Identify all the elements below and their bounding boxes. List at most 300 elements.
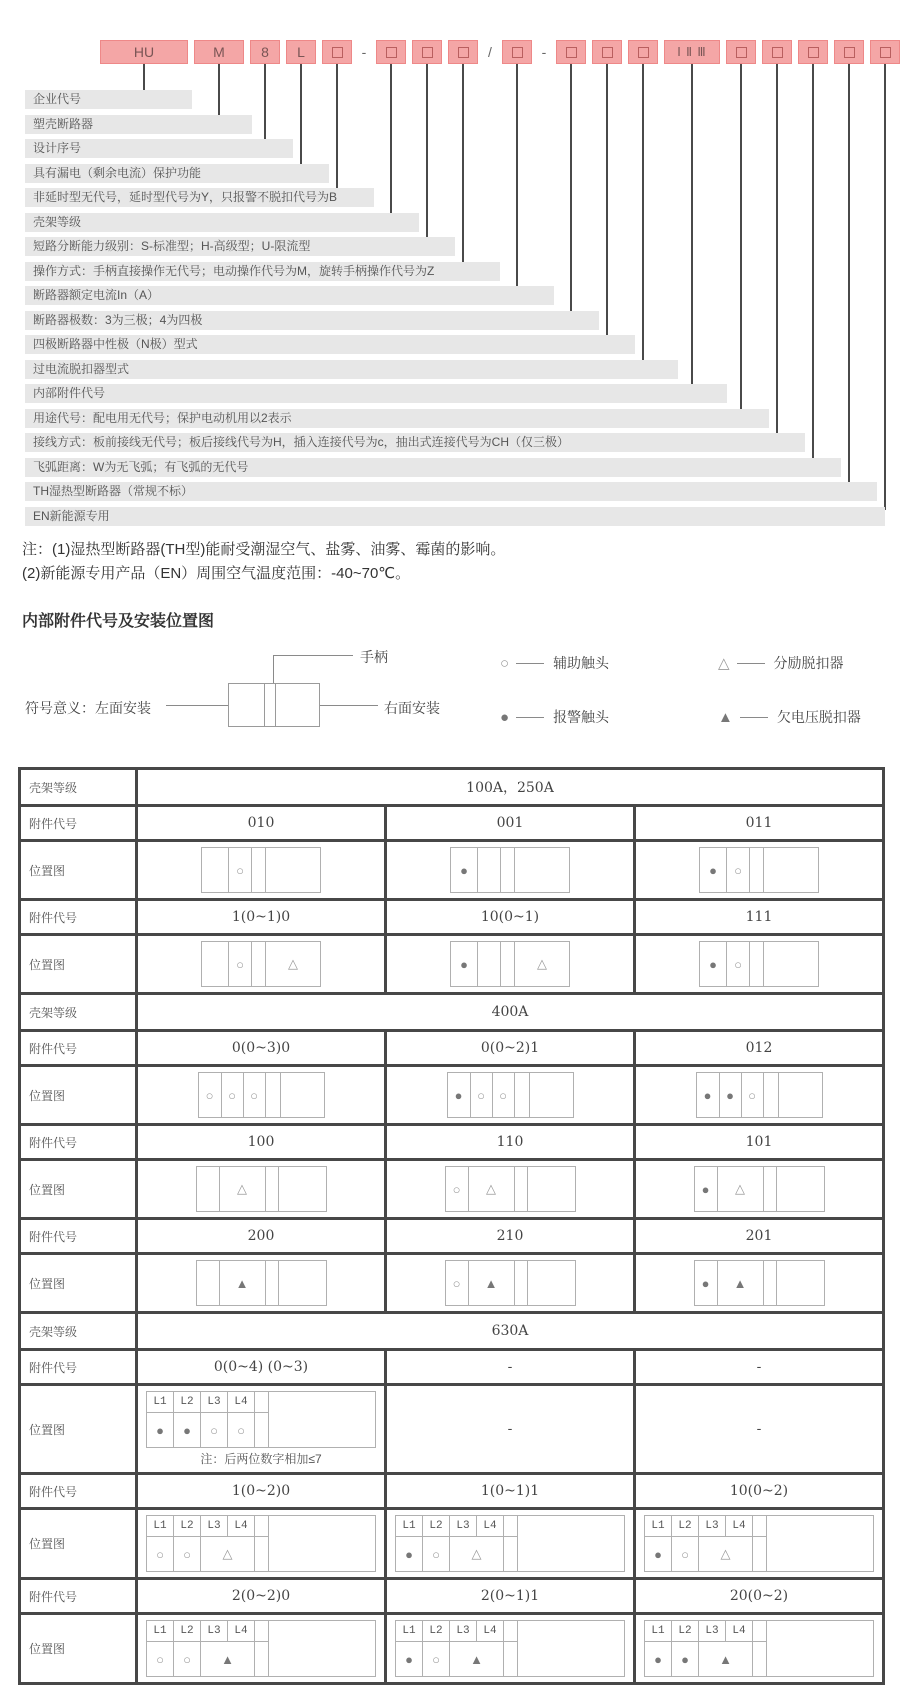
position-diagram-grid-wrap <box>636 1620 882 1677</box>
diagram-slot <box>779 1073 822 1117</box>
grid-header-cell: L3 <box>450 1621 477 1642</box>
section-title: 内部附件代号及安装位置图 <box>22 613 215 630</box>
position-diagram <box>196 1260 327 1306</box>
code-description-bar: 接线方式：板前接线无代号；板后接线代号为H，插入连接代号为c，抽出式连接代号为CH（仅三极） <box>25 433 805 452</box>
position-diagram-cell <box>386 1614 635 1684</box>
grid-symbol-cell <box>201 1537 255 1571</box>
grid-header-row <box>147 1516 269 1537</box>
code-connector-line <box>740 64 742 412</box>
diagram-slot <box>220 1261 266 1305</box>
diagram-slot <box>742 1073 764 1117</box>
handle-connector-vertical <box>273 655 274 683</box>
code-connector-line <box>143 64 145 93</box>
diagram-slot <box>750 942 764 986</box>
position-diagram <box>450 941 570 987</box>
position-diagram-grid-wrap <box>387 1515 633 1572</box>
diagram-row <box>20 841 884 900</box>
grid-header-cell <box>504 1516 518 1537</box>
code-description-bar: 断路器额定电流In（A） <box>25 286 554 305</box>
grid-symbol-cell <box>423 1537 450 1571</box>
position-diagram-grid-wrap <box>138 1391 384 1467</box>
code-box <box>502 40 532 64</box>
frame-row <box>20 769 884 806</box>
grid-symbol-cell <box>504 1537 518 1571</box>
accessory-code-cell: 110 <box>386 1125 635 1160</box>
code-box <box>870 40 900 64</box>
code-label-cell: 附件代号 <box>20 1579 137 1614</box>
grid-header-cell: L1 <box>645 1516 672 1537</box>
grid-open-area <box>269 1621 375 1676</box>
legend-item-label: 辅助触头 <box>553 655 610 671</box>
code-placeholder-square-icon <box>332 47 343 58</box>
code-connector-line <box>516 64 518 289</box>
code-description-bar: 内部附件代号 <box>25 384 727 403</box>
diagram-slot <box>469 1167 515 1211</box>
code-placeholder-square-icon <box>512 47 523 58</box>
code-separator: - <box>541 44 547 60</box>
grid-symbol-cell <box>174 1413 201 1447</box>
code-connector-line <box>264 64 266 142</box>
code-label-cell: 附件代号 <box>20 806 137 841</box>
accessory-code-cell: - <box>635 1350 884 1385</box>
grid-symbol-cell <box>396 1642 423 1676</box>
position-diagram-cell <box>137 935 386 994</box>
grid-symbol-row <box>396 1537 518 1571</box>
accessory-symbol-s-fill: ● <box>183 1422 191 1438</box>
code-label-cell: 附件代号 <box>20 1031 137 1066</box>
grid-header-cell: L4 <box>726 1516 753 1537</box>
diagram-slot <box>750 848 764 892</box>
grid-header-cell: L1 <box>645 1621 672 1642</box>
diagram-slot <box>720 1073 742 1117</box>
grid-symbol-row <box>645 1537 767 1571</box>
notes-block <box>22 538 900 586</box>
diagram-row <box>20 1254 884 1313</box>
grid-symbol-cell <box>228 1413 255 1447</box>
accessory-symbol-s-fill: ● <box>460 862 468 878</box>
accessory-symbol-s-open: ○ <box>205 1087 214 1103</box>
grid-header-cell <box>504 1621 518 1642</box>
code-connector-line <box>606 64 608 338</box>
code-row <box>20 806 884 841</box>
grid-header-cell: L2 <box>672 1516 699 1537</box>
diagram-slot <box>515 1261 528 1305</box>
diagram-slot <box>471 1073 493 1117</box>
grid-header-cell: L3 <box>201 1516 228 1537</box>
diagram-slot <box>764 1167 777 1211</box>
grid-header-row <box>396 1621 518 1642</box>
code-box <box>762 40 792 64</box>
install-legend <box>0 645 900 751</box>
accessory-symbol-s-fill: ● <box>726 1087 734 1103</box>
code-placeholder-square-icon <box>844 47 855 58</box>
code-connector-line <box>848 64 850 485</box>
code-description-bar: 四极断路器中性极（N极）型式 <box>25 335 635 354</box>
position-diagram <box>201 941 321 987</box>
diagram-slot <box>266 1073 281 1117</box>
position-diagram-grid <box>146 1620 376 1677</box>
code-box <box>322 40 352 64</box>
diagram-slot <box>727 942 750 986</box>
diagram-slot <box>764 1261 777 1305</box>
legend-dash-line <box>737 663 765 664</box>
accessory-symbol-s-open: ○ <box>432 1546 440 1562</box>
accessory-symbol-s-fill: ● <box>681 1651 689 1667</box>
diagram-row <box>20 1509 884 1579</box>
grid-open-area <box>269 1516 375 1571</box>
legend-symbol-s-fill: ▲ <box>718 708 733 726</box>
accessory-symbol-s-open: ○ <box>236 862 244 878</box>
grid-symbol-row <box>147 1537 269 1571</box>
position-diagram-grid <box>395 1515 625 1572</box>
grid-open-area <box>269 1392 375 1447</box>
accessory-symbol-s-open: ○ <box>452 1275 461 1291</box>
accessory-code-cell: 201 <box>635 1219 884 1254</box>
position-diagram <box>696 1072 823 1118</box>
accessory-symbol-s-open: △ <box>735 1181 745 1196</box>
accessory-code-cell: 101 <box>635 1125 884 1160</box>
position-diagram-grid-wrap <box>636 1515 882 1572</box>
position-diagram-cell <box>635 1614 884 1684</box>
code-label-cell: 附件代号 <box>20 1474 137 1509</box>
code-box <box>834 40 864 64</box>
grid-header-cell: L2 <box>174 1516 201 1537</box>
diagram-slot <box>279 1167 326 1211</box>
accessory-symbol-s-open: △ <box>237 1181 247 1196</box>
diagram-label-cell: 位置图 <box>20 1160 137 1219</box>
diagram-slot <box>478 848 501 892</box>
breaker-sketch <box>228 683 320 727</box>
grid-symbol-cell <box>147 1413 174 1447</box>
code-placeholder-square-icon <box>422 47 433 58</box>
code-row <box>20 1474 884 1509</box>
diagram-row <box>20 1066 884 1125</box>
code-placeholder-square-icon <box>772 47 783 58</box>
accessory-symbol-s-open: ○ <box>250 1087 258 1103</box>
legend-symbol-s-open: ○ <box>500 654 510 672</box>
code-description-bar: 设计序号 <box>25 139 293 158</box>
diagram-label-cell: 位置图 <box>20 1509 137 1579</box>
accessory-code-cell: 10(0~2) <box>635 1474 884 1509</box>
grid-left <box>147 1392 269 1447</box>
code-description-bar: 具有漏电（剩余电流）保护功能 <box>25 164 329 183</box>
grid-header-cell: L4 <box>228 1392 255 1413</box>
diagram-slot <box>764 1073 779 1117</box>
diagram-row <box>20 1160 884 1219</box>
legend-dash-line <box>516 663 544 664</box>
position-diagram <box>445 1166 576 1212</box>
code-description-bar: 短路分断能力级别：S-标准型；H-高级型；U-限流型 <box>25 237 455 256</box>
accessory-symbol-s-open: ○ <box>477 1087 485 1103</box>
accessory-code-cell: 2(0~1)1 <box>386 1579 635 1614</box>
position-diagram-cell <box>137 1160 386 1219</box>
position-diagram <box>445 1260 576 1306</box>
grid-symbol-cell <box>450 1537 504 1571</box>
accessory-symbol-s-fill: ● <box>460 956 468 972</box>
diagram-slot <box>718 1167 764 1211</box>
accessory-symbol-s-fill: ● <box>701 1181 710 1197</box>
position-diagram-cell <box>635 935 884 994</box>
position-diagram-cell <box>137 1509 386 1579</box>
code-description-bar: 过电流脱扣器型式 <box>25 360 678 379</box>
grid-open-area <box>767 1516 873 1571</box>
frame-value-cell: 400A <box>137 994 884 1031</box>
grid-header-cell: L4 <box>726 1621 753 1642</box>
accessory-symbol-s-open: ○ <box>681 1546 689 1562</box>
accessory-code-cell: 210 <box>386 1219 635 1254</box>
accessory-symbol-s-fill: ● <box>709 956 717 972</box>
accessory-symbol-s-fill: ● <box>156 1422 164 1438</box>
diagram-slot <box>515 1073 530 1117</box>
diagram-slot <box>501 942 515 986</box>
accessory-symbol-s-fill: ▲ <box>719 1651 732 1667</box>
frame-row <box>20 994 884 1031</box>
code-row <box>20 1031 884 1066</box>
grid-symbol-cell <box>672 1537 699 1571</box>
code-box: HU <box>100 40 188 64</box>
diagram-slot <box>764 942 818 986</box>
grid-header-cell: L4 <box>228 1516 255 1537</box>
grid-header-cell: L2 <box>423 1621 450 1642</box>
position-diagram-cell <box>386 1254 635 1313</box>
meaning-left-label: 符号意义：左面安装 <box>25 700 151 716</box>
code-box <box>592 40 622 64</box>
grid-header-row <box>645 1621 767 1642</box>
accessory-code-cell: 1(0~2)0 <box>137 1474 386 1509</box>
code-connector-line <box>884 64 886 510</box>
code-description-bar: TH湿热型断路器（常规不标） <box>25 482 877 501</box>
accessory-symbol-s-fill: ▲ <box>470 1651 483 1667</box>
accessory-code-cell: 012 <box>635 1031 884 1066</box>
accessory-symbol-s-fill: ● <box>405 1546 413 1562</box>
diagram-slot <box>528 1261 575 1305</box>
code-box: Ⅰ Ⅱ Ⅲ <box>664 40 720 64</box>
position-diagram-cell <box>386 841 635 900</box>
diagram-slot <box>266 1167 279 1211</box>
accessory-symbol-s-fill: ● <box>709 862 717 878</box>
code-box: M <box>194 40 244 64</box>
diagram-label-cell: 位置图 <box>20 841 137 900</box>
diagram-slot <box>515 1167 528 1211</box>
code-row <box>20 1579 884 1614</box>
code-description-bar: EN新能源专用 <box>25 507 885 526</box>
code-connector-line <box>691 64 693 387</box>
grid-symbol-cell <box>645 1642 672 1676</box>
code-box <box>376 40 406 64</box>
diagram-slot <box>530 1073 573 1117</box>
handle-label: 手柄 <box>360 649 388 665</box>
breaker-divider-right <box>275 684 276 726</box>
diagram-slot <box>222 1073 244 1117</box>
grid-symbol-cell <box>753 1537 767 1571</box>
diagram-label-cell: 位置图 <box>20 1385 137 1474</box>
accessory-symbol-s-open: ○ <box>156 1546 164 1562</box>
diagram-slot <box>446 1167 469 1211</box>
legend-item <box>718 707 861 727</box>
diagram-slot <box>700 848 727 892</box>
grid-header-cell <box>255 1392 269 1413</box>
left-connector <box>166 705 228 706</box>
accessory-symbol-s-fill: ● <box>701 1275 710 1291</box>
code-box <box>798 40 828 64</box>
grid-symbol-cell <box>201 1642 255 1676</box>
code-connector-line <box>462 64 464 265</box>
code-placeholder-square-icon <box>602 47 613 58</box>
grid-symbol-cell <box>423 1642 450 1676</box>
diagram-slot <box>448 1073 471 1117</box>
grid-symbol-cell <box>174 1642 201 1676</box>
legend-item-label: 报警触头 <box>553 709 610 725</box>
diagram-slot <box>197 1167 220 1211</box>
diagram-label-cell: 位置图 <box>20 1254 137 1313</box>
grid-header-cell: L3 <box>699 1516 726 1537</box>
position-diagram-grid <box>644 1515 874 1572</box>
grid-symbol-cell <box>699 1537 753 1571</box>
diagram-slot <box>266 848 320 892</box>
diagram-slot <box>451 848 478 892</box>
accessory-symbol-s-open: △ <box>288 956 298 971</box>
position-diagram-cell <box>137 1614 386 1684</box>
accessory-code-cell: 0(0~4) (0~3) <box>137 1350 386 1385</box>
handle-connector-horizontal <box>273 655 353 656</box>
accessory-code-cell: 111 <box>635 900 884 935</box>
accessory-symbol-s-open: ○ <box>236 956 244 972</box>
code-connector-line <box>218 64 220 118</box>
diagram-slot <box>199 1073 222 1117</box>
grid-symbol-cell <box>201 1413 228 1447</box>
legend-item <box>500 653 609 673</box>
position-diagram-cell: - <box>386 1385 635 1474</box>
accessory-symbol-s-open: ○ <box>452 1181 461 1197</box>
code-connector-line <box>776 64 778 436</box>
position-diagram <box>450 847 570 893</box>
note-line-2: (2)新能源专用产品（EN）周围空气温度范围：-40~70℃。 <box>22 565 411 582</box>
position-diagram-cell <box>386 1160 635 1219</box>
code-description-bar: 操作方式：手柄直接操作无代号；电动操作代号为M，旋转手柄操作代号为Z <box>25 262 500 281</box>
code-row <box>20 900 884 935</box>
accessory-code-cell: - <box>386 1350 635 1385</box>
position-diagram-cell <box>386 1066 635 1125</box>
diagram-slot <box>493 1073 515 1117</box>
grid-symbol-cell <box>255 1413 269 1447</box>
grid-header-cell <box>255 1621 269 1642</box>
accessory-symbol-s-fill: ● <box>454 1087 463 1103</box>
code-placeholder-square-icon <box>638 47 649 58</box>
code-box <box>726 40 756 64</box>
frame-label-cell: 壳架等级 <box>20 994 137 1031</box>
grid-symbol-cell <box>147 1537 174 1571</box>
accessory-symbol-s-open: ○ <box>156 1651 164 1667</box>
grid-header-cell: L1 <box>396 1621 423 1642</box>
diagram-slot <box>695 1167 718 1211</box>
grid-header-cell: L1 <box>147 1516 174 1537</box>
grid-header-cell <box>753 1516 767 1537</box>
code-placeholder-square-icon <box>458 47 469 58</box>
position-diagram-grid-wrap <box>138 1515 384 1572</box>
grid-header-cell: L1 <box>147 1621 174 1642</box>
diagram-slot <box>515 848 569 892</box>
position-diagram-cell <box>635 1160 884 1219</box>
grid-symbol-cell <box>753 1642 767 1676</box>
accessory-symbol-s-fill: ▲ <box>221 1651 234 1667</box>
code-row <box>20 1350 884 1385</box>
diagram-slot <box>777 1261 824 1305</box>
diagram-row <box>20 1385 884 1474</box>
grid-left <box>645 1621 767 1676</box>
position-diagram-cell <box>137 1254 386 1313</box>
code-placeholder-square-icon <box>736 47 747 58</box>
code-placeholder-square-icon <box>386 47 397 58</box>
accessory-code-cell: 100 <box>137 1125 386 1160</box>
grid-symbol-row <box>396 1642 518 1676</box>
diagram-slot <box>718 1261 764 1305</box>
legend-item-label: 分励脱扣器 <box>773 655 844 671</box>
position-diagram-cell: - <box>635 1385 884 1474</box>
accessory-code-cell: 001 <box>386 806 635 841</box>
position-diagram-grid <box>146 1515 376 1572</box>
right-install-label: 右面安装 <box>384 700 440 716</box>
accessory-code-cell: 10(0~1) <box>386 900 635 935</box>
frame-value-cell: 100A，250A <box>137 769 884 806</box>
accessory-symbol-s-fill: ● <box>405 1651 413 1667</box>
accessory-symbol-s-fill: ● <box>654 1651 662 1667</box>
grid-header-cell: L2 <box>174 1392 201 1413</box>
diagram-slot <box>252 942 266 986</box>
accessory-code-cell: 010 <box>137 806 386 841</box>
code-label-cell: 附件代号 <box>20 1219 137 1254</box>
accessory-symbol-s-fill: ● <box>654 1546 662 1562</box>
diagram-slot <box>451 942 478 986</box>
diagram-slot <box>727 848 750 892</box>
accessory-symbol-s-open: ○ <box>183 1546 191 1562</box>
diagram-slot <box>279 1261 326 1305</box>
accessory-code-cell: 2(0~2)0 <box>137 1579 386 1614</box>
accessory-symbol-s-fill: ▲ <box>733 1275 747 1291</box>
position-diagram-grid-wrap <box>387 1620 633 1677</box>
accessory-table <box>18 767 885 1685</box>
grid-left <box>147 1621 269 1676</box>
accessory-symbol-s-open: ○ <box>432 1651 440 1667</box>
position-diagram-cell <box>386 935 635 994</box>
code-description-bar: 用途代号：配电用无代号；保护电动机用以2表示 <box>25 409 769 428</box>
grid-symbol-cell <box>174 1537 201 1571</box>
accessory-symbol-s-open: ○ <box>734 956 742 972</box>
position-diagram-cell <box>635 841 884 900</box>
diagram-slot <box>697 1073 720 1117</box>
position-diagram-cell <box>386 1509 635 1579</box>
grid-symbol-row <box>147 1413 269 1447</box>
diagram-slot <box>446 1261 469 1305</box>
position-diagram-cell <box>137 1385 386 1474</box>
code-box <box>556 40 586 64</box>
grid-left <box>396 1516 518 1571</box>
frame-label-cell: 壳架等级 <box>20 1313 137 1350</box>
grid-header-row <box>645 1516 767 1537</box>
code-box: 8 <box>250 40 280 64</box>
grid-header-cell: L4 <box>477 1516 504 1537</box>
diagram-slot <box>229 942 252 986</box>
position-diagram <box>694 1166 825 1212</box>
code-box <box>628 40 658 64</box>
accessory-symbol-s-open: △ <box>486 1181 496 1196</box>
position-diagram-grid <box>395 1620 625 1677</box>
right-connector <box>320 705 378 706</box>
grid-symbol-cell <box>672 1642 699 1676</box>
diagram-slot <box>229 848 252 892</box>
code-placeholder-square-icon <box>880 47 891 58</box>
legend-symbol-s-open: △ <box>718 655 730 672</box>
grid-open-area <box>518 1516 624 1571</box>
